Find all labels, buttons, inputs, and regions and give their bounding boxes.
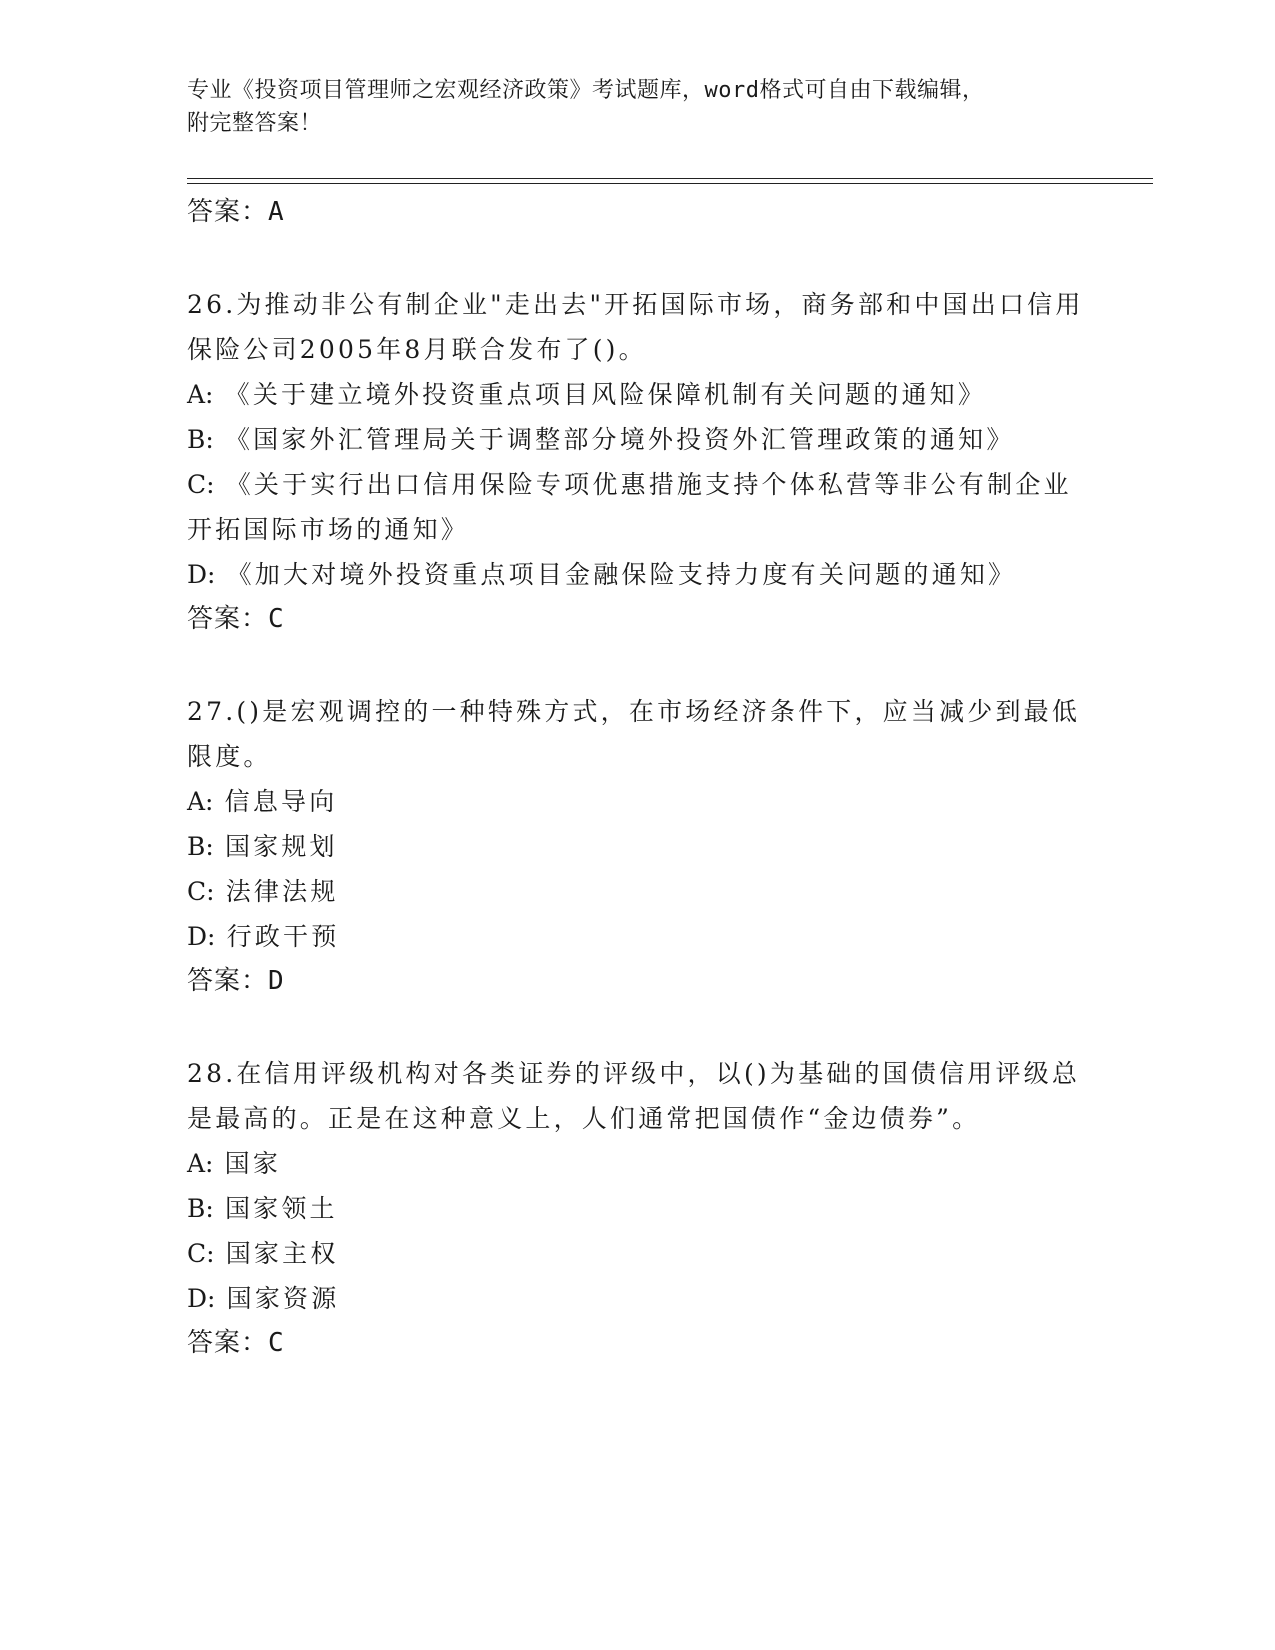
option-c: C: 法律法规 xyxy=(187,877,339,906)
spacer xyxy=(187,641,1087,689)
header-divider-top xyxy=(187,178,1153,179)
document-header xyxy=(187,74,1067,140)
option-d: D: 《加大对境外投资重点项目金融保险支持力度有关问题的通知》 xyxy=(187,560,1017,589)
question-answer xyxy=(187,959,1087,1003)
question-27 xyxy=(187,689,1087,1003)
option-b: B: 国家领土 xyxy=(187,1194,338,1223)
question-text: 26.为推动非公有制企业"走出去"开拓国际市场，商务部和中国出口信用保险公司2005年8月联合发布了()。 xyxy=(187,290,1084,364)
option-a: A: 信息导向 xyxy=(187,787,338,816)
answer-value: D xyxy=(268,966,285,996)
option-c: C: 《关于实行出口信用保险专项优惠措施支持个体私营等非公有制企业开拓国际市场的通知》 xyxy=(187,470,1072,544)
option-d: D: 行政干预 xyxy=(187,922,340,951)
header-line-1: 专业《投资项目管理师之宏观经济政策》考试题库，word格式可自由下载编辑， xyxy=(187,78,985,103)
option-a: A: 《关于建立境外投资重点项目风险保障机制有关问题的通知》 xyxy=(187,380,987,409)
answer-label: 答案： xyxy=(187,1328,269,1358)
answer-label: 答案： xyxy=(187,197,269,227)
option-d: D: 国家资源 xyxy=(187,1284,340,1313)
option-c: C: 国家主权 xyxy=(187,1239,339,1268)
answer-label: 答案： xyxy=(187,604,269,634)
header-line-2: 附完整答案！ xyxy=(187,111,323,136)
question-text: 27.()是宏观调控的一种特殊方式，在市场经济条件下，应当减少到最低限度。 xyxy=(187,697,1081,771)
question-answer xyxy=(187,1321,1087,1365)
question-list xyxy=(187,190,1087,1365)
question-answer xyxy=(187,597,1087,641)
question-28 xyxy=(187,1051,1087,1365)
header-divider-bottom xyxy=(187,183,1153,184)
question-26 xyxy=(187,282,1087,641)
previous-answer xyxy=(187,190,1087,234)
option-b: B: 国家规划 xyxy=(187,832,338,861)
spacer xyxy=(187,1003,1087,1051)
spacer xyxy=(187,234,1087,282)
answer-value: A xyxy=(268,197,285,227)
question-text: 28.在信用评级机构对各类证券的评级中，以()为基础的国债信用评级总是最高的。正是在这种意义上，人们通常把国债作“金边债券”。 xyxy=(187,1059,1081,1133)
answer-label: 答案： xyxy=(187,966,269,996)
option-a: A: 国家 xyxy=(187,1149,282,1178)
answer-value: C xyxy=(268,1328,285,1358)
answer-value: C xyxy=(268,604,285,634)
option-b: B: 《国家外汇管理局关于调整部分境外投资外汇管理政策的通知》 xyxy=(187,425,1015,454)
